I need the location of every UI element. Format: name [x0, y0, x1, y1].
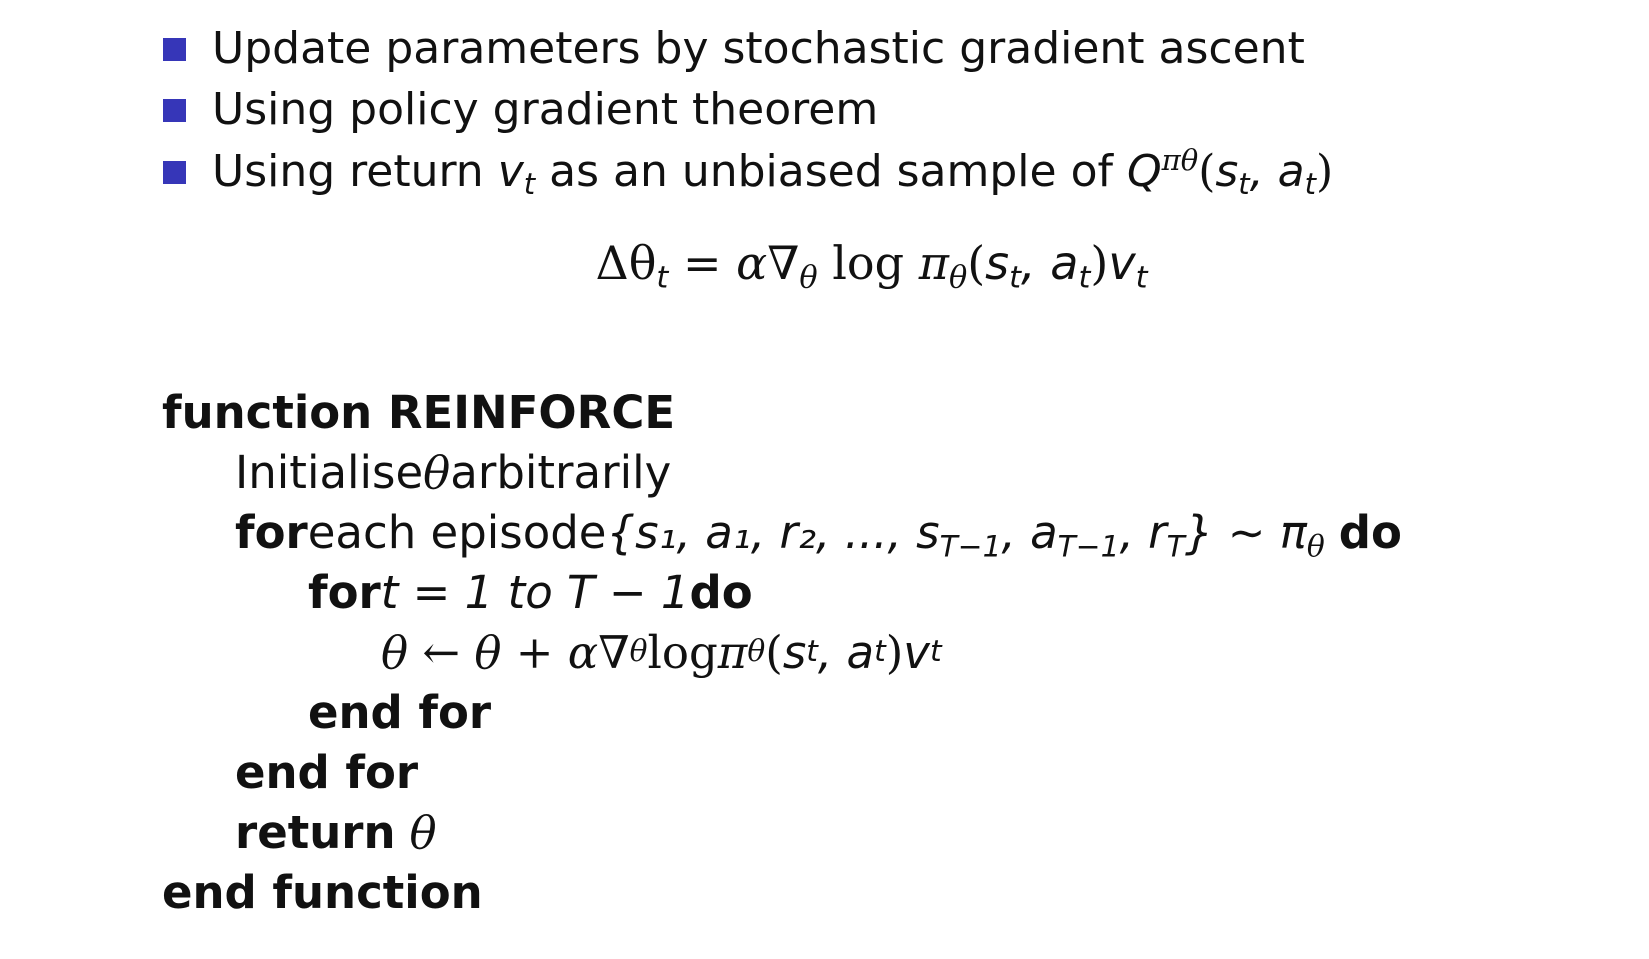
bullet-square-icon	[163, 161, 186, 184]
for-keyword: for	[308, 565, 381, 619]
eq-alpha-nabla: α∇	[736, 236, 800, 290]
bullet-text: Using policy gradient theorem	[212, 84, 879, 135]
bullet-square-icon	[163, 99, 186, 122]
algo-init-line: Initialise θ arbitrarily	[235, 445, 672, 499]
bullet-prefix: Using return	[212, 146, 498, 197]
bullet-text: Update parameters by stochastic gradient ascent	[212, 23, 1305, 74]
algo-function-line	[162, 382, 675, 442]
algo-end-function: end function	[162, 865, 483, 919]
eq-delta: Δθ	[595, 236, 657, 290]
math-q: $Q^{\pi\theta}(s_t$, $a_t$)	[1126, 143, 1334, 202]
bullet-middle: as an unbiased sample of	[535, 146, 1127, 197]
return-keyword: return	[235, 805, 396, 859]
algo-update-line: θ ← θ + α∇ θ log π θ ( s t , a t ) v t	[381, 625, 942, 679]
bullet-item	[163, 21, 1305, 77]
algo-for-t-line: for t = 1 to T − 1 do	[308, 565, 753, 619]
algo-for-episode-line: for each episode {s₁, a₁, r₂, ..., $s_{T-1}$, $a_{T-1}$, $r_T$} ∼ $\pi_\theta$ do	[235, 505, 1402, 564]
algo-end-for-inner: end for	[308, 685, 492, 739]
episode-set: {s₁, a₁, r₂, ..., $s_{T-1}$, $a_{T-1}$, $r_T$} ∼ $\pi_\theta$	[606, 505, 1325, 564]
bullet-item	[163, 82, 878, 138]
math-v: $v_t$	[497, 146, 536, 202]
update-equation: $\Delta\theta_t = \alpha\nabla_\theta$ $\log \pi_\theta(s_t$, $a_t)v_t$	[595, 236, 1148, 296]
for-keyword: for	[235, 505, 308, 559]
algo-end-for-outer: end for	[235, 745, 419, 799]
function-keyword: function REINFORCE	[162, 385, 676, 439]
bullet-text	[212, 143, 1334, 202]
do-keyword: do	[1338, 505, 1402, 559]
algo-return-line: return θ	[235, 805, 437, 859]
do-keyword: do	[689, 565, 753, 619]
bullet-square-icon	[163, 38, 186, 61]
bullet-item	[163, 144, 1333, 200]
